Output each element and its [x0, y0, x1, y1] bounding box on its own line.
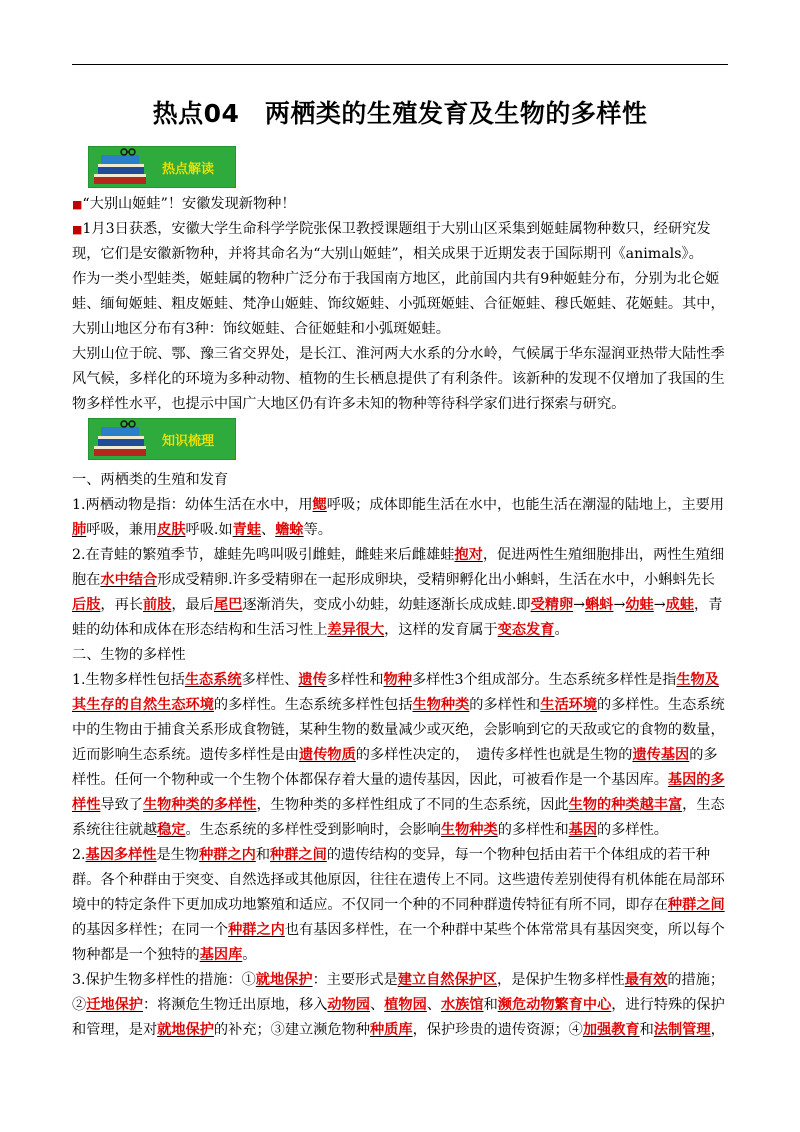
keyword-highlight: 法制管理	[653, 1022, 711, 1038]
text-run: 的多样性。	[597, 822, 668, 838]
keyword-highlight: 最有效	[624, 972, 668, 988]
text-run: ：主要形式是	[312, 972, 398, 988]
text-run: 1.两栖动物是指：幼体生活在水中，用	[72, 497, 313, 513]
text-run: ，这样的发育属于	[384, 622, 498, 638]
text-run: 的遗传结构的变异，每一个物种包括由若干个体组成的若干种群。各个种群由于突变、自然选择或其他原因，往往在遗传上不同。这些遗传差别使得有机体能在局部环境中的特定条件下更加成功地繁殖和适应。不仅同一个种的不同种群遗传特征有所不同，即存在	[72, 847, 725, 913]
keyword-highlight: 生物种类	[440, 822, 498, 838]
text-run: 的多样性和	[469, 697, 541, 713]
keyword-highlight: 差异很大	[327, 622, 385, 638]
text-run: 、	[370, 997, 385, 1013]
text-run: ，促进两性生殖细胞排出，两性生殖细胞在	[72, 547, 725, 588]
keyword-highlight: 生物及其生存的自然生态环境	[72, 672, 719, 713]
keyword-highlight: 基因	[568, 822, 598, 838]
text-run: ，最后	[171, 597, 214, 613]
text-run: 等。	[303, 522, 332, 538]
text-run: 的多样性决定的， 遗传多样性也就是生物的	[355, 747, 633, 763]
keyword-highlight: 种群之内	[228, 922, 285, 938]
page-title: 热点04 两栖类的生殖发育及生物的多样性	[152, 99, 648, 128]
keyword-highlight: 基因多样性	[85, 847, 157, 863]
text-run: 1.生物多样性包括	[72, 672, 185, 688]
keyword-highlight: 基因库	[199, 947, 243, 963]
text-run: 多样性、	[241, 672, 299, 688]
keyword-highlight: 受精卵	[530, 597, 574, 613]
keyword-highlight: 种质库	[369, 1022, 413, 1038]
keyword-highlight: 加强教育	[582, 1022, 640, 1038]
keyword-highlight: 种群之内	[199, 847, 256, 863]
text-run: 形成受精卵.许多受精卵在一起形成卵块，受精卵孵化出小蝌蚪，生活在水中，小蝌蚪先长	[157, 572, 715, 588]
text-run: 多样性3个组成部分。生态系统多样性是指	[411, 672, 677, 688]
keyword-highlight: 就地保护	[157, 1022, 214, 1038]
keyword-highlight: 物种	[383, 672, 412, 688]
text-run: 。生态系统的多样性受到影响时，会影响	[185, 822, 441, 838]
keyword-highlight: 濒危动物繁育中心	[497, 997, 612, 1013]
keyword-highlight: 肺	[72, 522, 87, 538]
hot-reading-label: 热点解读	[161, 162, 215, 177]
keyword-highlight: 青蛙	[232, 522, 262, 538]
keyword-highlight: 水中结合	[100, 572, 158, 588]
text-run: 多样性和	[326, 672, 384, 688]
text-run: 逐渐消失，变成小幼蛙，幼蛙逐渐长成成蛙.即	[242, 597, 531, 613]
paragraph	[72, 968, 728, 1043]
paragraph	[72, 493, 728, 543]
keyword-highlight: 皮肤	[157, 522, 186, 538]
keyword-highlight: 生活环境	[540, 697, 598, 713]
news-paragraph: 大别山位于皖、鄂、豫三省交界处，是长江、淮河两大水系的分水岭，气候属于华东湿润亚热带大陆性季风气候，多样化的环境为多种动物、植物的生长栖息提供了有利条件。该新种的发现不仅增加了我国的生物多样性水平，也提示中国广大地区仍有许多未知的物种等待科学家们进行探索与研究。	[72, 346, 725, 412]
text-run: 的补充；③建立濒危物种	[213, 1022, 370, 1038]
keyword-highlight: 蝌蚪	[585, 597, 614, 613]
bullet-icon: ■	[72, 198, 83, 211]
keyword-highlight: 动物园	[327, 997, 370, 1013]
text-run: 呼吸.如	[185, 522, 233, 538]
keyword-highlight: 鳃	[312, 497, 327, 513]
news-section	[72, 192, 728, 417]
knowledge-badge	[88, 418, 236, 460]
top-rule	[72, 64, 728, 65]
keyword-highlight: 遗传	[298, 672, 327, 688]
text-run: 和	[483, 997, 498, 1013]
text-run: 的措施；②	[72, 972, 725, 1013]
keyword-highlight: 生物种类的多样性	[142, 797, 257, 813]
keyword-highlight: 植物园	[384, 997, 427, 1013]
keyword-highlight: 幼蛙	[625, 597, 654, 613]
text-run: 和	[639, 1022, 654, 1038]
text-run: 。	[242, 947, 257, 963]
text-run: 2.	[72, 847, 86, 863]
bullet-icon: ■	[72, 223, 83, 236]
text-run: 也有基因多样性，在一个种群中某些个体常常具有基因突变，所以每个物种都是一个独特的	[72, 922, 725, 963]
text-run: 呼吸；成体即能生活在水中，也能生活在潮湿的陆地上，主要用	[326, 497, 725, 513]
text-run: ，是保护生物多样性	[497, 972, 625, 988]
text-run: ，再长	[100, 597, 143, 613]
text-run: ，进行特殊的保护和管理，是对	[72, 997, 725, 1038]
news-paragraph: ■1月3日获悉，安徽大学生命科学学院张保卫教授课题组于大别山区采集到姬蛙属物种数只，经研究发现，它们是安徽新物种，并将其命名为“大别山姬蛙”，相关成果于近期发表于国际期刊《animals》。	[72, 221, 711, 262]
text-run: 。	[554, 622, 569, 638]
keyword-highlight: 后肢	[72, 597, 101, 613]
text-run: →	[573, 597, 586, 613]
keyword-highlight: 种群之间	[270, 847, 327, 863]
text-run: ，生物种类的多样性组成了不同的生态系统，因此	[256, 797, 569, 813]
text-run: 是生物	[156, 847, 200, 863]
text-run: 呼吸，兼用	[86, 522, 158, 538]
keyword-highlight: 遗传基因	[632, 747, 690, 763]
paragraph	[72, 843, 728, 968]
news-paragraph: 作为一类小型蛙类，姬蛙属的物种广泛分布于我国南方地区，此前国内共有9种姬蛙分布，分别为北仑姬蛙、缅甸姬蛙、粗皮姬蛙、梵净山姬蛙、饰纹姬蛙、小弧斑姬蛙、合征姬蛙、穆氏姬蛙、花姬蛙。其中，大别山地区分布有3种：饰纹姬蛙、合征姬蛙和小弧斑姬蛙。	[72, 271, 725, 337]
keyword-highlight: 建立自然保护区	[397, 972, 498, 988]
keyword-highlight: 就地保护	[255, 972, 313, 988]
keyword-highlight: 基因的多样性	[72, 772, 725, 813]
keyword-highlight: 成蛙	[665, 597, 695, 613]
text-run: →	[613, 597, 626, 613]
keyword-highlight: 遗传物质	[299, 747, 356, 763]
text-run: 3.保护生物多样性的措施：①	[72, 972, 256, 988]
hot-reading-badge	[88, 146, 236, 188]
keyword-highlight: 生物种类	[412, 697, 470, 713]
section-heading: 一、两栖类的生殖和发育	[72, 472, 229, 488]
keyword-highlight: 蟾蜍	[275, 522, 304, 538]
keyword-highlight: 迁地保护	[86, 997, 143, 1013]
keyword-highlight: 稳定	[157, 822, 186, 838]
news-headline: ■“大别山姬蛙”！安徽发现新物种！	[72, 196, 296, 212]
text-run: 的基因多样性；在同一个	[72, 922, 229, 938]
text-run: 的多样性。生态系统多样性包括	[213, 697, 413, 713]
text-run: 和	[255, 847, 271, 863]
text-run: ，青蛙的幼体和成体在形态结构和生活习性上	[72, 597, 723, 638]
keyword-highlight: 生态系统	[184, 672, 242, 688]
text-run: ，保护珍贵的遗传资源；④	[412, 1022, 583, 1038]
keyword-highlight: 抱对	[454, 547, 483, 563]
text-run: 的多样性。任何一个物种或一个生物个体都保存着大量的遗传基因，因此，可被看作是一个基因库。	[72, 747, 718, 788]
keyword-highlight: 前肢	[142, 597, 172, 613]
text-run: 2.在青蛙的繁殖季节，雄蛙先鸣叫吸引雌蛙，雌蛙来后雌雄蛙	[72, 547, 455, 563]
keyword-highlight: 尾巴	[213, 597, 243, 613]
knowledge-section	[72, 468, 728, 1043]
text-run: 的多样性。生态系统中的生物由于捕食关系形成食物链，某种生物的数量减少或灭绝，会影响到它的天敌或它的食物的数量，近而影响生态系统。遗传多样性是由	[72, 697, 725, 763]
section-heading: 二、生物的多样性	[72, 647, 186, 663]
text-run: 、	[426, 997, 441, 1013]
paragraph	[72, 668, 728, 843]
text-run: 、	[261, 522, 276, 538]
keyword-highlight: 生物的种类越丰富	[568, 797, 683, 813]
keyword-highlight: 水族馆	[440, 997, 484, 1013]
text-run: 的多样性和	[497, 822, 569, 838]
keyword-highlight: 变态发育	[497, 622, 555, 638]
text-run: →	[653, 597, 666, 613]
text-run: ：将濒危生物迁出原地，移入	[142, 997, 328, 1013]
paragraph	[72, 543, 728, 643]
text-run: ，	[710, 1022, 725, 1038]
text-run: 导致了	[100, 797, 143, 813]
knowledge-label: 知识梳理	[161, 434, 215, 449]
keyword-highlight: 种群之间	[667, 897, 725, 913]
text-run: ，生态系统往往就越	[72, 797, 725, 838]
